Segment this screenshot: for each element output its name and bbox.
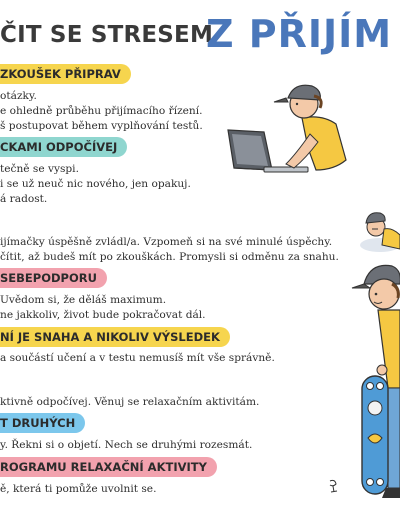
- section-heading-label: ROGRAMU RELAXAČNÍ AKTIVITY: [0, 460, 207, 474]
- section-text-line: š postupovat během vyplňování testů.: [0, 120, 203, 132]
- section-text-line: ě, která ti pomůže uvolnit se.: [0, 483, 157, 495]
- section-heading-label: SEBEPODPORU: [0, 271, 97, 285]
- title-left: ČIT SE STRESEM: [0, 22, 214, 48]
- section-text-line: otázky.: [0, 90, 37, 102]
- section-text-line: ktivně odpočívej. Věnuj se relaxačním aktivitám.: [0, 396, 260, 408]
- section-text-line: čítit, až budeš mít po zkouškách. Promysli si odměnu za snahu.: [0, 251, 339, 263]
- signature-mark: [327, 478, 341, 494]
- section-text-line: e ohledně průběhu přijímacího řízení.: [0, 105, 203, 117]
- boy-with-laptop-illustration: [224, 78, 354, 183]
- section-heading-rest: [0, 137, 127, 157]
- section-heading-others: [0, 413, 85, 433]
- section-heading-effort: [0, 327, 230, 347]
- section-text-line: ijímačky úspěšně zvládl/a. Vzpomeň si na své minulé úspěchy.: [0, 236, 333, 248]
- section-heading-label: T DRUHÝCH: [0, 416, 76, 430]
- section-heading-relax-program: [0, 457, 217, 477]
- section-text-line: i se už neuč nic nového, jen opakuj.: [0, 178, 191, 190]
- section-text-line: Uvědom si, že děláš maximum.: [0, 294, 167, 306]
- section-heading-label: NÍ JE SNAHA A NIKOLIV VÝSLEDEK: [0, 330, 220, 344]
- section-heading-label: ZKOUŠEK PŘIPRAV: [0, 67, 121, 81]
- section-heading-prepare: [0, 64, 131, 84]
- boy-sleeping-illustration: [358, 205, 400, 255]
- section-text-line: y. Řekni si o objetí. Nech se druhými rozesmát.: [0, 439, 253, 451]
- section-text-line: a součástí učení a v testu nemusíš mít vše správně.: [0, 352, 275, 364]
- section-heading-self-support: [0, 268, 107, 288]
- title-right: Z PŘIJÍM: [206, 12, 393, 56]
- section-heading-label: CKAMI ODPOČÍVEJ: [0, 140, 118, 154]
- section-text-line: á radost.: [0, 193, 48, 205]
- section-text-line: ne jakkoliv, život bude pokračovat dál.: [0, 309, 206, 321]
- section-text-line: tečně se vyspi.: [0, 163, 79, 175]
- boy-with-skateboard-illustration: [330, 258, 400, 503]
